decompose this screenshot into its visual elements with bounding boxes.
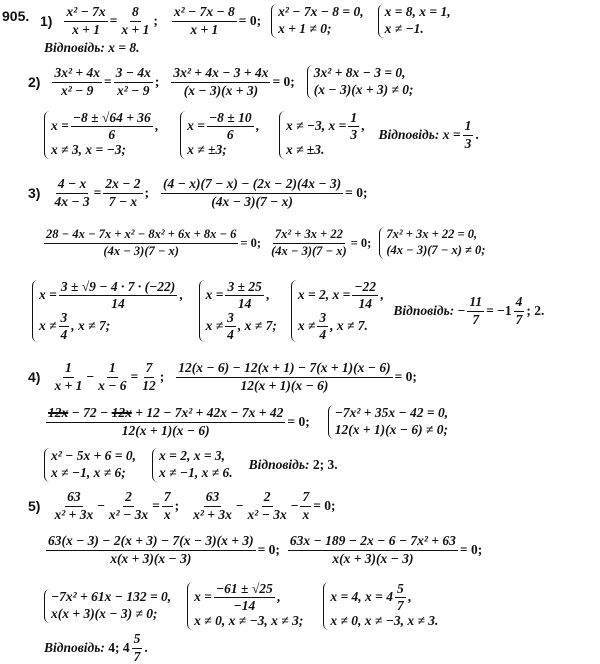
fraction: $\frac{4 - x}{4x - 3}$ — [54, 176, 90, 209]
fraction: $\frac{1}{x - 6}$ — [98, 360, 127, 393]
part-5-line-2: $\frac{63(x - 3) - 2(x + 3) - 7(x - 3)(x + 3)}{x(x + 3)(x - 3)}$ = 0; $\frac{\text{63x − 189 − 2x − 6 − 7x² + 63}}{x(x + 3)(x - 3)}$ = 0; — [48, 533, 483, 566]
fraction: $\frac{63(x - 3) - 2(x + 3) - 7(x - 3)(x + 3)}{x(x + 3)(x - 3)}$ — [48, 533, 254, 566]
fraction: $\frac{\text{x² − 7x − 8}}{x + 1}$ — [173, 4, 235, 37]
fraction: $\frac{63}{\text{x² + 3x}}$ — [54, 489, 94, 522]
part-2-line-2: x = $\frac{-8 \pm √64 + 36}{6}$ , x ≠ 3, x = −3; x = $\frac{-8 \pm 10}{6}$ , x ≠ ±3; x ≠ −3, x = $\frac{1}{3}$ , x ≠ ±3. Відповідь: x = $\frac{1}{3}$ . — [40, 106, 479, 164]
fraction: $\frac{\text{7x² + 3x + 22}}{(4x - 3)(7 - x)}$ — [271, 227, 347, 258]
answer-label: Відповідь: — [248, 457, 310, 472]
fraction: $\frac{11}{7}$ — [469, 294, 483, 327]
fraction: $\frac{(4 - x)(7 - x) - (2x - 2)(4x - 3)}{(4x - 3)(7 - x)}$ — [163, 176, 342, 209]
equation-system: x = $\frac{3 \pm √9 - 4 \cdot 7 \cdot (-22)}{14}$ , x ≠ $\frac{3}{4}$ , x ≠ 7; — [32, 280, 187, 343]
fraction: $\frac{\text{x² − 7x}}{x + 1}$ — [66, 4, 106, 37]
answer-label: Відповідь: — [393, 303, 455, 318]
part-3-label: 3) — [28, 185, 41, 201]
part-3-line-1: 3) $\frac{4 - x}{4x - 3}$ = $\frac{2x - 2}{7 - x}$ ; $\frac{(4 - x)(7 - x) - (2x - 2)(4x - 3)}{(4x - 3)(7 - x)}$ = 0; — [28, 176, 368, 209]
equation-system: x = $\frac{3 \pm 25}{14}$ , x ≠ $\frac{3}{4}$ , x ≠ 7; — [199, 280, 281, 343]
fraction: $\frac{3 - 4x}{\text{x² − 9}}$ — [115, 65, 151, 98]
fraction: $\frac{7}{x}$ — [302, 489, 310, 522]
part-5-label: 5) — [28, 498, 41, 514]
fraction: $\frac{\text{28 − 4x − 7x + x² − 8x² + 6x + 8x − 6}}{(4x - 3)(7 - x)}$ — [46, 227, 237, 258]
fraction: $\frac{\text{12x − 72 − 12x + 12 − 7x² + 42x − 7x + 42}}{12(x + 1)(x - 6)}$ — [48, 405, 284, 438]
equation-system: −7x² + 61x − 132 = 0, x(x + 3)(x − 3) ≠ 0; — [44, 589, 175, 623]
fraction: $\frac{2}{\text{x² − 3x}}$ — [247, 489, 287, 522]
fraction: $\frac{\text{3x² + 4x − 3 + 4x}}{(x - 3)(x + 3)}$ — [173, 65, 269, 98]
equation-system: x = 2, x = 3, x ≠ −1, x ≠ 6. — [152, 448, 237, 482]
equation-system: 7x² + 3x + 22 = 0, (4x − 3)(7 − x) ≠ 0; — [379, 227, 489, 258]
part-1-line-1: 1) $\frac{\text{x² − 7x}}{x + 1}$ = $\frac{8}{x + 1}$ ; $\frac{\text{x² − 7x − 8}}{x + 1}$ = 0; x² − 7x − 8 = 0, x + 1 ≠ 0; x = 8, x = 1, x ≠ −1. — [40, 1, 459, 41]
fraction: $\frac{4}{7}$ — [515, 294, 523, 327]
fraction: $\frac{8}{x + 1}$ — [121, 4, 150, 37]
part-5-answer: Відповідь: 4; 4 $\frac{5}{7}$ . — [44, 631, 148, 664]
equation-system: x ≠ −3, x = $\frac{1}{3}$ , x ≠ ±3. — [279, 111, 369, 159]
fraction: $\frac{5}{7}$ — [133, 631, 141, 664]
answer-label: Відповідь: — [44, 640, 105, 655]
fraction: $\frac{63}{\text{x² + 3x}}$ — [193, 489, 232, 522]
part-3-line-3: x = $\frac{3 \pm √9 - 4 \cdot 7 \cdot (-22)}{14}$ , x ≠ $\frac{3}{4}$ , x ≠ 7; x = $\frac{3 \pm 25}{14}$ , x ≠ $\frac{3}{4}$ , x ≠ 7; x = 2, x = $\frac{-22}{14}$ , x ≠ $\frac{3}{4}$ , x ≠ 7. Відповідь: − $\frac{11}{7}$ = −1 $\frac{4}{7}$ ; 2. — [28, 270, 544, 352]
answer-label: Відповідь: — [378, 127, 440, 142]
equation-system: x = $\frac{-8 \pm 10}{6}$ , x ≠ ±3; — [180, 111, 263, 159]
equation-system: x² − 5x + 6 = 0, x ≠ −1, x ≠ 6; — [44, 448, 140, 482]
equation-system: x = 2, x = $\frac{-22}{14}$ , x ≠ $\frac{3}{4}$ , x ≠ 7. — [291, 280, 388, 343]
equation-system: x = $\frac{-61 \pm √25}{-14}$ , x ≠ 0, x ≠ −3, x ≠ 3; — [187, 582, 307, 630]
part-4-line-3: x² − 5x + 6 = 0, x ≠ −1, x ≠ 6; x = 2, x = 3, x ≠ −1, x ≠ 6. Відповідь: 2; 3. — [40, 445, 338, 485]
fraction: $\frac{2x - 2}{7 - x}$ — [105, 176, 141, 209]
part-2-line-1: 2) $\frac{\text{3x² + 4x}}{\text{x² − 9}}$ = $\frac{3 - 4x}{\text{x² − 9}}$ ; $\frac{\text{3x² + 4x − 3 + 4x}}{(x - 3)(x + 3)}$ = 0; 3x² + 8x − 3 = 0, (x − 3)(x + 3) ≠ 0; — [28, 62, 422, 102]
problem-number: 905. — [2, 8, 30, 24]
part-1-answer: Відповідь: x = 8. — [44, 40, 140, 55]
equation-system: −7x² + 35x − 42 = 0, 12(x + 1)(x − 6) ≠ 0; — [328, 405, 452, 439]
fraction: $\frac{\text{3x² + 4x}}{\text{x² − 9}}$ — [54, 65, 100, 98]
part-5-line-1: 5) $\frac{63}{\text{x² + 3x}}$ − $\frac{2}{\text{x² − 3x}}$ = $\frac{7}{x}$ ; $\frac{63}{\text{x² + 3x}}$ − $\frac{2}{\text{x² − 3x}}$ − $\frac{7}{x}$ = 0; — [28, 489, 336, 522]
fraction: $\frac{7}{x}$ — [163, 489, 171, 522]
part-5-line-3 — [40, 578, 446, 634]
fraction: $\frac{2}{\text{x² − 3x}}$ — [108, 489, 149, 522]
equation-system: x = $\frac{-8 \pm √64 + 36}{6}$ , x ≠ 3, x = −3; — [44, 111, 162, 159]
fraction: $\frac{\text{63x − 189 − 2x − 6 − 7x² + 63}}{x(x + 3)(x - 3)}$ — [289, 533, 456, 566]
equation-system: x = 8, x = 1, x ≠ −1. — [378, 4, 455, 38]
part-4-line-2: $\frac{\text{12x − 72 − 12x + 12 − 7x² + 42x − 7x + 42}}{12(x + 1)(x - 6)}$ = 0; −7x² + 35x − 42 = 0, 12(x + 1)(x − 6) ≠ 0; — [44, 402, 456, 442]
fraction: $\frac{1}{3}$ — [464, 118, 472, 151]
part-4-label: 4) — [28, 369, 41, 385]
fraction: $\frac{7}{12}$ — [142, 360, 156, 393]
equation-system: x² − 7x − 8 = 0, x + 1 ≠ 0; — [271, 4, 367, 38]
part-1-label: 1) — [40, 13, 53, 29]
equation-system: x = 4, x = 4 $\frac{5}{7}$ , x ≠ 0, x ≠ −3, x ≠ 3. — [323, 582, 442, 630]
equation-system: 3x² + 8x − 3 = 0, (x − 3)(x + 3) ≠ 0; — [307, 65, 418, 99]
part-2-label: 2) — [28, 74, 41, 90]
fraction: $\frac{1}{x + 1}$ — [54, 360, 83, 393]
part-3-line-2: $\frac{\text{28 − 4x − 7x + x² − 8x² + 6x + 8x − 6}}{(4x - 3)(7 - x)}$ = 0; $\frac{\text{7x² + 3x + 22}}{(4x - 3)(7 - x)}$ = 0; 7x² + 3x + 22 = 0, (4x − 3)(7 − x) ≠ 0; — [42, 222, 493, 264]
fraction: $\frac{12(x - 6) - 12(x + 1) - 7(x + 1)(x - 6)}{12(x + 1)(x - 6)}$ — [178, 360, 391, 393]
part-4-line-1: 4) $\frac{1}{x + 1}$ − $\frac{1}{x - 6}$ = $\frac{7}{12}$ ; $\frac{12(x - 6) - 12(x + 1) - 7(x + 1)(x - 6)}{12(x + 1)(x - 6)}$ = 0; — [28, 360, 417, 393]
